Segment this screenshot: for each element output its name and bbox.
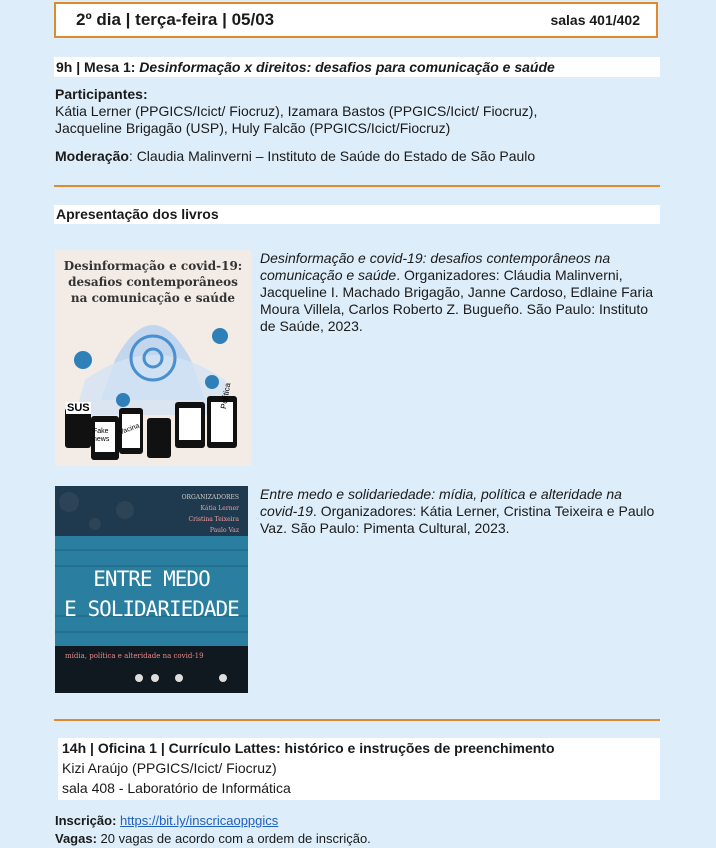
book1-cover-sus: SUS	[67, 402, 90, 414]
participants-label: Participantes	[55, 86, 143, 102]
mesa-title: Desinformação x direitos: desafios para comunicação e saúde	[139, 59, 555, 75]
book2-cover-title-l2: E SOLIDARIEDADE	[64, 597, 239, 621]
book1-cover-title-l3: na comunicação e saúde	[70, 291, 236, 305]
book1-ref-title: Desinformação e covid-19: desafios contemporâneos na comunicação e saúde	[260, 250, 611, 283]
books-section-title: Apresentação dos livros	[54, 205, 660, 224]
mesa-time: 9h | Mesa 1	[56, 59, 131, 75]
participants-line1: Kátia Lerner (PPGICS/Icict/ Fiocruz), Izamara Bastos (PPGICS/Icict/ Fiocruz),	[55, 103, 538, 119]
mesa-title-bar: 9h | Mesa 1: Desinformação x direitos: desafios para comunicação e saúde	[54, 57, 660, 77]
book2-cover-org1: Kátia Lerner	[200, 505, 239, 512]
rooms-label: salas 401/402	[550, 12, 640, 28]
book2-cover-org2: Cristina Teixeira	[188, 516, 239, 523]
book2-ref-title: Entre medo e solidariedade: mídia, política e alteridade na covid-19	[260, 486, 622, 519]
registration-link[interactable]: https://bit.ly/inscricaoppgics	[120, 813, 279, 828]
book1-reference	[260, 250, 660, 335]
book2-cover-org-label: ORGANIZADORES	[181, 494, 239, 501]
book1-cover-vacina: Vacina	[118, 422, 141, 437]
participants-line2: Jacqueline Brigagão (USP), Huly Falcão (PPGICS/Icict/Fiocruz)	[55, 120, 451, 136]
book2-cover-title-l1: ENTRE MEDO	[93, 567, 210, 591]
registration-block	[55, 812, 371, 848]
book1-ref-rest: . Organizadores: Cláudia Malinverni, Jacqueline I. Machado Brigagão, Janne Cardoso, Edlaine Faria Moura Villela, Carlos Roberto Z. Bugueño. São Paulo: Instituto de Saúde, 2023.	[260, 267, 654, 334]
moderation-line	[55, 148, 665, 165]
participants-block: Participantes: Kátia Lerner (PPGICS/Icict/ Fiocruz), Izamara Bastos (PPGICS/Icict/ Fiocruz), Jacqueline Brigagão (USP), Huly Falcão (PPGICS/Icict/Fiocruz)	[55, 86, 665, 137]
oficina-speaker: Kizi Araújo (PPGICS/Icict/ Fiocruz)	[62, 760, 277, 776]
book1-cover-fake: Fake news	[93, 428, 110, 443]
book1-cover-politica: Política	[219, 382, 233, 410]
moderation-label: Moderação	[55, 148, 129, 164]
oficina-room: sala 408 - Laboratório de Informática	[62, 780, 291, 796]
divider	[54, 719, 660, 721]
registration-label: Inscrição:	[55, 813, 117, 828]
oficina-block	[58, 738, 660, 800]
book1-cover	[55, 250, 251, 466]
book2-cover	[55, 486, 248, 693]
moderation-text: : Claudia Malinverni – Instituto de Saúde do Estado de São Paulo	[128, 148, 536, 164]
book2-ref-rest: . Organizadores: Kátia Lerner, Cristina Teixeira e Paulo Vaz. São Paulo: Pimenta Cultural, 2023.	[260, 503, 655, 536]
day-header	[54, 2, 658, 38]
book1-cover-title-l2: desafios contemporâneos	[68, 275, 238, 289]
book2-cover-subtitle: mídia, política e alteridade na covid-19	[65, 652, 204, 660]
book2-cover-org3: Paulo Vaz	[209, 527, 239, 534]
book1-cover-title-l1: Desinformação e covid-19:	[63, 259, 243, 273]
slots-label: Vagas:	[55, 831, 97, 846]
oficina-title: 14h | Oficina 1 | Currículo Lattes: histórico e instruções de preenchimento	[62, 740, 555, 756]
slots-text: 20 vagas de acordo com a ordem de inscrição.	[96, 831, 371, 846]
divider	[54, 185, 660, 187]
book2-reference	[260, 486, 660, 537]
day-title: 2º dia | terça-feira | 05/03	[76, 10, 275, 29]
